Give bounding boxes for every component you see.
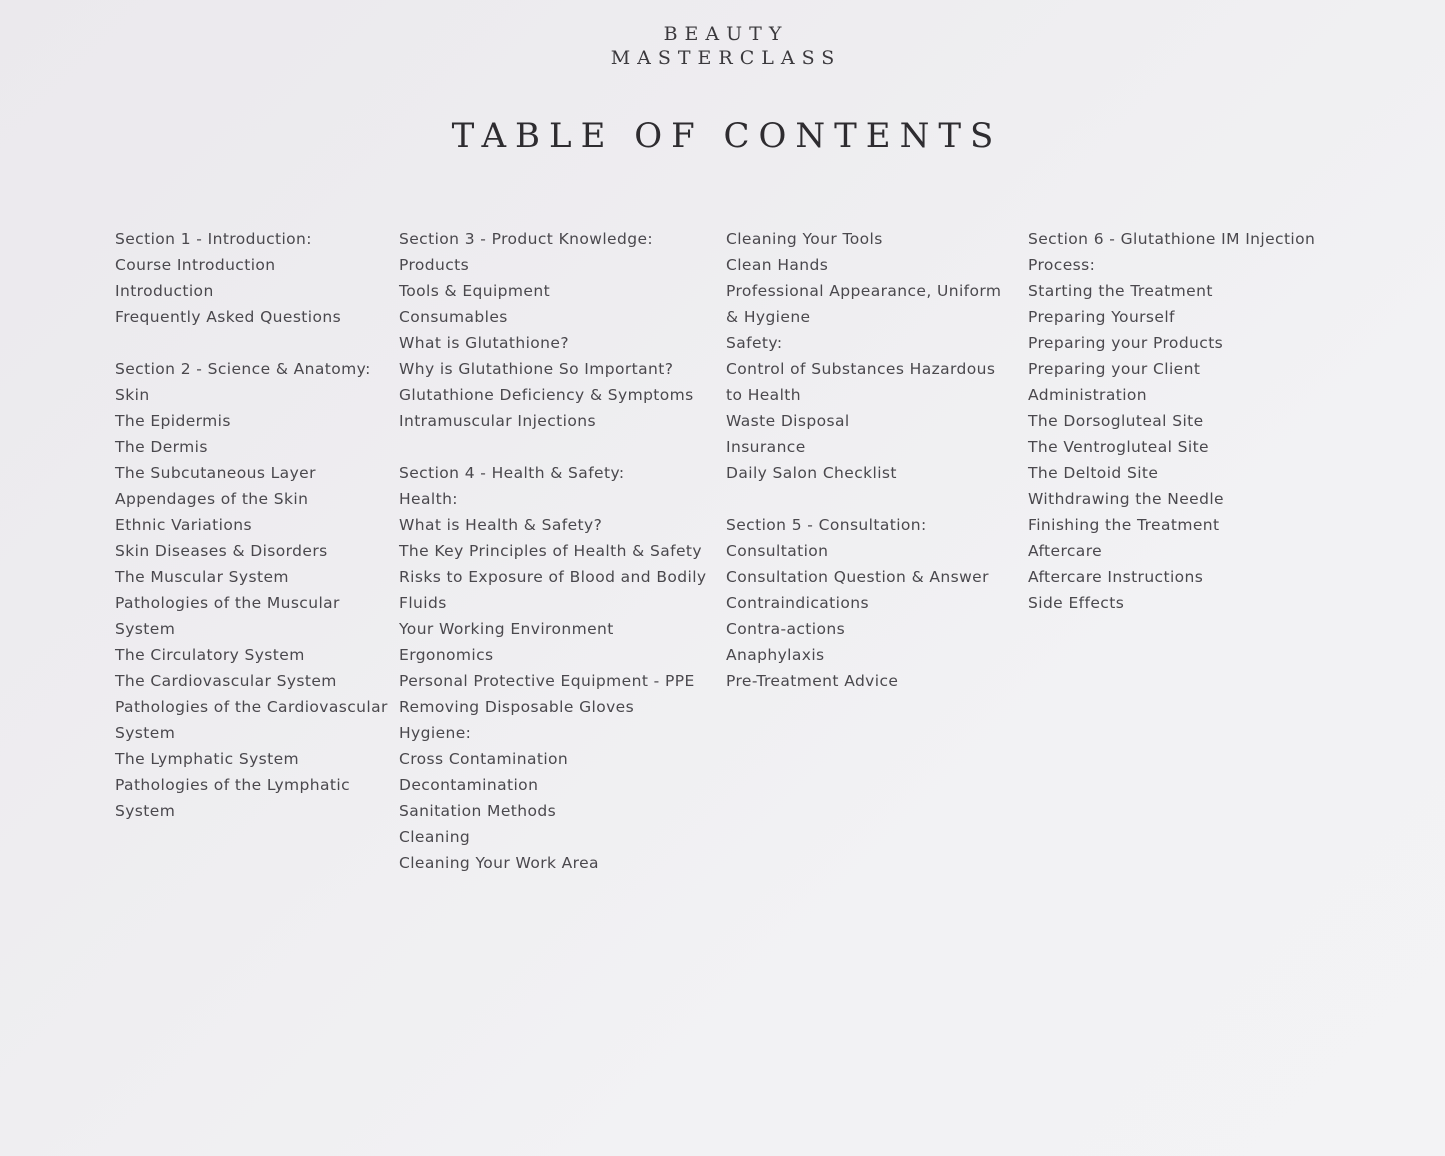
- toc-entry: The Dermis: [115, 438, 208, 456]
- toc-entry: Tools & Equipment: [399, 282, 551, 300]
- toc-entry: The Muscular System: [115, 568, 289, 586]
- toc-entry: Decontamination: [399, 776, 539, 794]
- toc-section-heading: Section 3 - Product Knowledge:: [399, 230, 654, 248]
- toc-entry: Withdrawing the Needle: [1028, 490, 1224, 508]
- toc-entry: Consultation: [726, 542, 829, 560]
- toc-entry: Anaphylaxis: [726, 646, 825, 664]
- toc-entry: Cleaning Your Work Area: [399, 854, 599, 872]
- toc-section-heading: Section 2 - Science & Anatomy:: [115, 360, 371, 378]
- toc-entry: Pre-Treatment Advice: [726, 672, 899, 690]
- toc-entry: Starting the Treatment: [1028, 282, 1213, 300]
- toc-entry: Removing Disposable Gloves: [399, 698, 635, 716]
- toc-entry: Side Effects: [1028, 594, 1125, 612]
- toc-entry: Frequently Asked Questions: [115, 308, 342, 326]
- toc-entry: Aftercare Instructions: [1028, 568, 1204, 586]
- toc-entry: Control of Substances Hazardous: [726, 360, 996, 378]
- toc-entry: The Lymphatic System: [115, 750, 300, 768]
- toc-entry: Finishing the Treatment: [1028, 516, 1220, 534]
- toc-entry: Pathologies of the Lymphatic: [115, 776, 350, 794]
- toc-entry: System: [115, 802, 176, 820]
- toc-entry: The Dorsogluteal Site: [1028, 412, 1204, 430]
- toc-entry: Personal Protective Equipment - PPE: [399, 672, 695, 690]
- toc-entry: Preparing your Client: [1028, 360, 1201, 378]
- toc-entry: Professional Appearance, Uniform: [726, 282, 1002, 300]
- toc-entry: Fluids: [399, 594, 447, 612]
- toc-column-3: [726, 226, 1016, 694]
- toc-entry: Insurance: [726, 438, 806, 456]
- toc-entry: Cleaning Your Tools: [726, 230, 883, 248]
- toc-entry: What is Glutathione?: [399, 334, 569, 352]
- toc-entry: to Health: [726, 386, 801, 404]
- toc-entry: Health:: [399, 490, 458, 508]
- toc-entry: Aftercare: [1028, 542, 1103, 560]
- toc-column-2: [399, 226, 714, 876]
- toc-entry: System: [115, 620, 176, 638]
- toc-entry: Pathologies of the Muscular: [115, 594, 340, 612]
- toc-entry: Intramuscular Injections: [399, 412, 596, 430]
- toc-entry: System: [115, 724, 176, 742]
- toc-entry: Safety:: [726, 334, 783, 352]
- toc-entry: Cross Contamination: [399, 750, 569, 768]
- page-title: [0, 114, 1445, 158]
- toc-entry: Daily Salon Checklist: [726, 464, 897, 482]
- toc-entry: Preparing your Products: [1028, 334, 1224, 352]
- toc-entry: The Cardiovascular System: [115, 672, 337, 690]
- brand-line-2: MASTERCLASS: [610, 47, 842, 69]
- toc-entry: Appendages of the Skin: [115, 490, 309, 508]
- toc-entry: Skin Diseases & Disorders: [115, 542, 328, 560]
- toc-section-heading: Section 4 - Health & Safety:: [399, 464, 625, 482]
- toc-entry: The Circulatory System: [115, 646, 305, 664]
- toc-entry: Contra-actions: [726, 620, 846, 638]
- toc-entry: The Subcutaneous Layer: [115, 464, 316, 482]
- toc-spacer: [726, 486, 1016, 512]
- toc-entry: Administration: [1028, 386, 1148, 404]
- toc-entry: Why is Glutathione So Important?: [399, 360, 674, 378]
- toc-entry: The Deltoid Site: [1028, 464, 1159, 482]
- toc-entry: Ethnic Variations: [115, 516, 252, 534]
- toc-entry: Process:: [1028, 256, 1096, 274]
- toc-entry: Hygiene:: [399, 724, 472, 742]
- toc-entry: Consultation Question & Answer: [726, 568, 989, 586]
- toc-entry: The Epidermis: [115, 412, 231, 430]
- toc-entry: The Key Principles of Health & Safety: [399, 542, 702, 560]
- toc-entry: Pathologies of the Cardiovascular: [115, 698, 388, 716]
- brand-logo: [0, 22, 1445, 70]
- toc-entry: Your Working Environment: [399, 620, 614, 638]
- toc-entry: Products: [399, 256, 470, 274]
- toc-entry: Contraindications: [726, 594, 869, 612]
- toc-entry: Preparing Yourself: [1028, 308, 1175, 326]
- toc-section-heading: Section 5 - Consultation:: [726, 516, 927, 534]
- toc-column-1: [115, 226, 390, 824]
- toc-entry: Skin: [115, 386, 150, 404]
- toc-entry: Course Introduction: [115, 256, 276, 274]
- toc-entry: Cleaning: [399, 828, 471, 846]
- toc-entry: Glutathione Deficiency & Symptoms: [399, 386, 694, 404]
- toc-entry: Clean Hands: [726, 256, 829, 274]
- toc-spacer: [115, 330, 390, 356]
- toc-entry: & Hygiene: [726, 308, 811, 326]
- toc-entry: The Ventrogluteal Site: [1028, 438, 1209, 456]
- toc-entry: What is Health & Safety?: [399, 516, 603, 534]
- toc-spacer: [399, 434, 714, 460]
- toc-column-4: [1028, 226, 1328, 616]
- toc-entry: Sanitation Methods: [399, 802, 557, 820]
- page-title-text: TABLE OF CONTENTS: [451, 116, 1003, 156]
- toc-entry: Risks to Exposure of Blood and Bodily: [399, 568, 707, 586]
- toc-section-heading: Section 1 - Introduction:: [115, 230, 312, 248]
- toc-entry: Introduction: [115, 282, 214, 300]
- toc-entry: Ergonomics: [399, 646, 494, 664]
- toc-entry: Waste Disposal: [726, 412, 850, 430]
- toc-entry: Consumables: [399, 308, 508, 326]
- brand-line-1: BEAUTY: [663, 23, 789, 45]
- toc-section-heading: Section 6 - Glutathione IM Injection: [1028, 230, 1316, 248]
